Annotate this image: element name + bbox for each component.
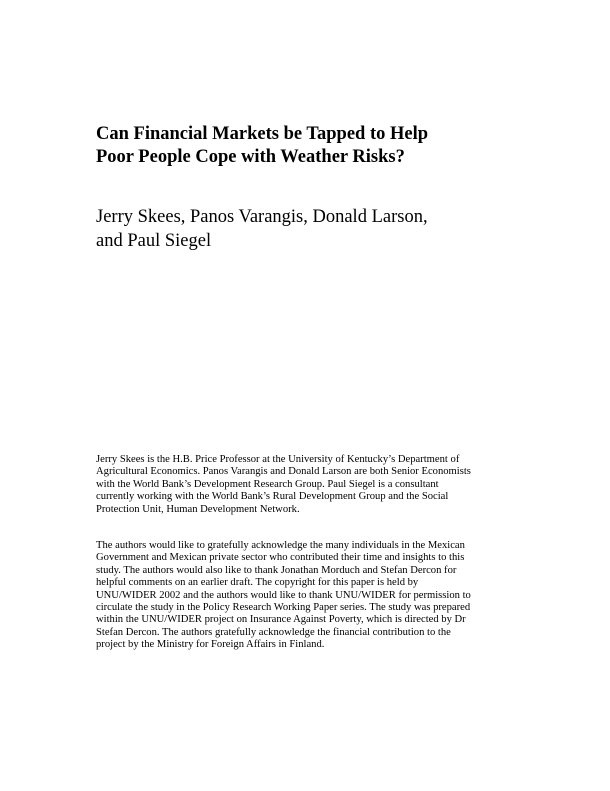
affiliation-line: with the World Bank’s Development Research Group. Paul Siegel is a consultant bbox=[96, 478, 439, 490]
paper-title bbox=[96, 123, 556, 169]
acknowledgement-line: helpful comments on an earlier draft. The copyright for this paper is held by bbox=[96, 577, 419, 589]
acknowledgements-note bbox=[96, 540, 516, 652]
acknowledgement-line: study. The authors would also like to thank Jonathan Morduch and Stefan Dercon for bbox=[96, 564, 457, 576]
acknowledgement-line: The authors would like to gratefully acknowledge the many individuals in the Mexican bbox=[96, 540, 465, 551]
acknowledgement-line: within the UNU/WIDER project on Insurance Against Poverty, which is directed by Dr bbox=[96, 614, 466, 626]
acknowledgement-line: UNU/WIDER 2002 and the authors would like to thank UNU/WIDER for permission to bbox=[96, 589, 471, 601]
affiliation-line: Jerry Skees is the H.B. Price Professor at the University of Kentucky’s Department of bbox=[96, 454, 460, 465]
author-affiliation-note bbox=[96, 454, 516, 516]
acknowledgement-line: Government and Mexican private sector who contributed their time and insights to this bbox=[96, 552, 465, 564]
acknowledgement-line: Stefan Dercon. The authors gratefully acknowledge the financial contribution to the bbox=[96, 626, 451, 638]
affiliation-line: Protection Unit, Human Development Network. bbox=[96, 503, 300, 515]
title-line: Can Financial Markets be Tapped to Help bbox=[96, 124, 429, 144]
affiliation-line: Agricultural Economics. Panos Varangis and Donald Larson are both Senior Economists bbox=[96, 466, 471, 478]
author-list bbox=[96, 205, 556, 253]
acknowledgement-line: project by the Ministry for Foreign Affairs in Finland. bbox=[96, 639, 325, 651]
acknowledgement-line: circulate the study in the Policy Research Working Paper series. The study was prepared bbox=[96, 602, 471, 614]
author-line: and Paul Siegel bbox=[96, 231, 212, 251]
affiliation-line: currently working with the World Bank’s Rural Development Group and the Social bbox=[96, 491, 449, 503]
title-line: Poor People Cope with Weather Risks? bbox=[96, 147, 405, 167]
author-line: Jerry Skees, Panos Varangis, Donald Larson, bbox=[96, 207, 428, 227]
